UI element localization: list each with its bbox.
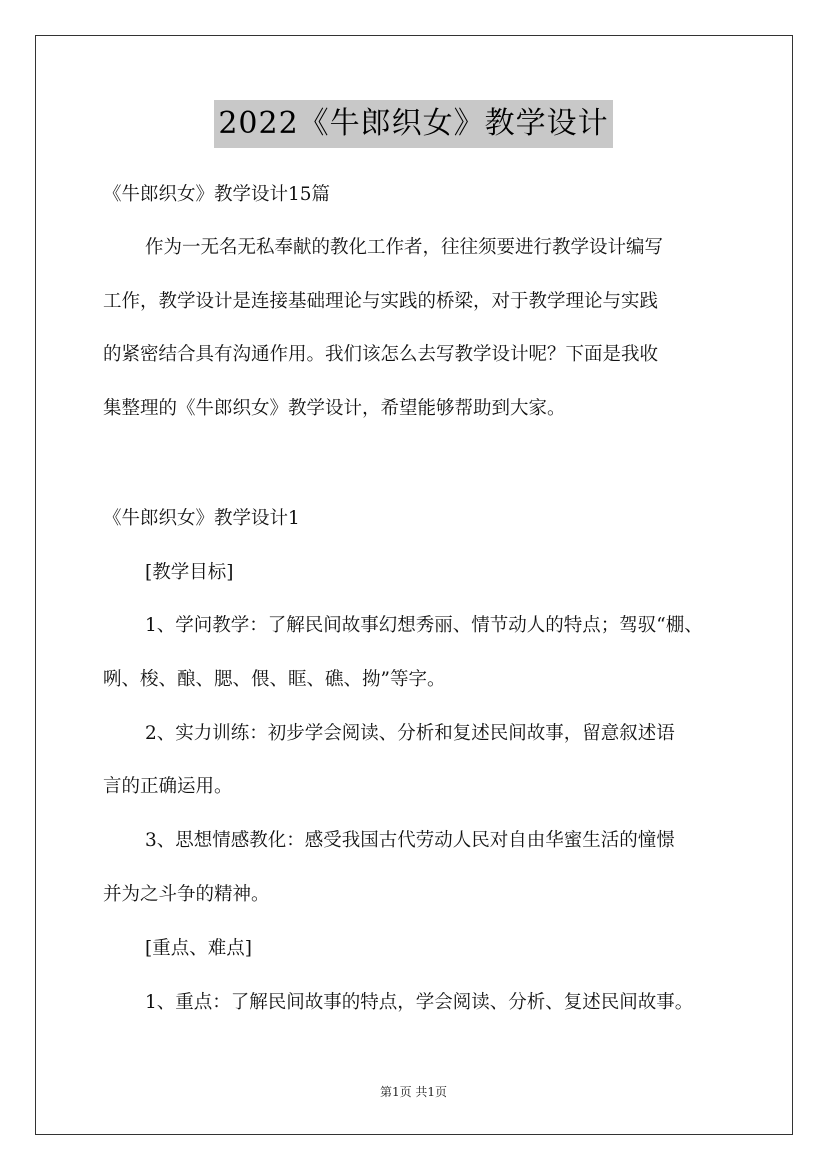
subsection-heading: [重点、难点] — [145, 938, 252, 959]
paragraph-line: 2、实力训练：初步学会阅读、分析和复述民间故事，留意叙述语 — [145, 723, 675, 744]
paragraph-line: 言的正确运用。 — [103, 776, 233, 797]
paragraph-line: 的紧密结合具有沟通作用。我们该怎么去写教学设计呢？下面是我收 — [103, 344, 659, 365]
page-footer: 第1页 共1页 — [379, 1085, 448, 1099]
subtitle-line: 《牛郎织女》教学设计15篇 — [103, 184, 331, 205]
document-title: 2022《牛郎织女》教学设计 — [214, 100, 612, 148]
paragraph-line: 工作，教学设计是连接基础理论与实践的桥梁，对于教学理论与实践 — [103, 291, 659, 312]
paragraph-line: 作为一无名无私奉献的教化工作者，往往须要进行教学设计编写 — [145, 237, 664, 258]
section-heading: 《牛郎织女》教学设计1 — [103, 508, 300, 529]
subsection-heading: [教学目标] — [145, 562, 234, 583]
paragraph-line: 3、思想情感教化：感受我国古代劳动人民对自由华蜜生活的憧憬 — [145, 830, 675, 851]
paragraph-line: 1、学问教学：了解民间故事幻想秀丽、情节动人的特点；驾驭“棚、 — [145, 615, 703, 636]
paragraph-line: 集整理的《牛郎织女》教学设计，希望能够帮助到大家。 — [103, 398, 566, 419]
document-title-wrapper — [0, 100, 827, 148]
paragraph-line: 咧、梭、酿、腮、偎、眶、礁、拗”等字。 — [103, 669, 446, 690]
paragraph-line: 并为之斗争的精神。 — [103, 884, 270, 905]
paragraph-line: 1、重点：了解民间故事的特点，学会阅读、分析、复述民间故事。 — [145, 992, 694, 1013]
